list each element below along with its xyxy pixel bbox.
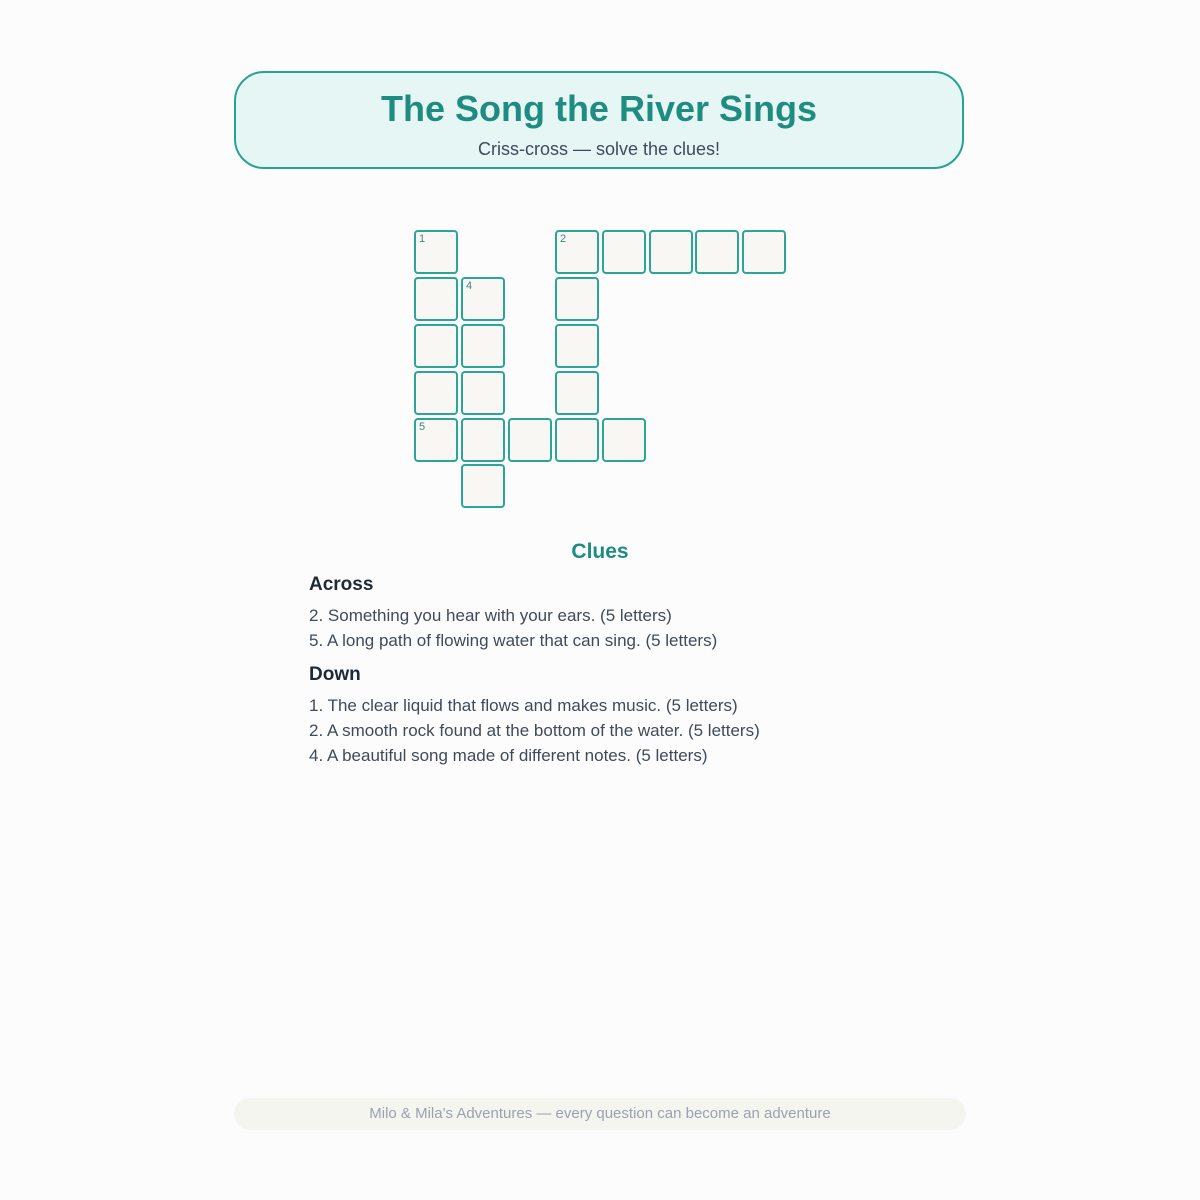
footer: Milo & Mila's Adventures — every question can become an adventure — [234, 1098, 966, 1130]
crossword-cell[interactable] — [414, 230, 458, 274]
clue-item: 2. A smooth rock found at the bottom of the water. (5 letters) — [309, 721, 760, 740]
crossword-cell[interactable] — [555, 277, 599, 321]
down-heading: Down — [309, 664, 361, 685]
crossword-cell[interactable] — [555, 324, 599, 368]
crossword-cell[interactable] — [649, 230, 693, 274]
crossword-cell[interactable] — [461, 371, 505, 415]
page-subtitle: Criss-cross — solve the clues! — [477, 139, 721, 159]
crossword-cell[interactable] — [461, 324, 505, 368]
clue-item: 5. A long path of flowing water that can sing. (5 letters) — [309, 631, 718, 650]
across-clues — [309, 573, 949, 653]
across-heading: Across — [309, 574, 374, 595]
across-clue-list — [309, 603, 949, 653]
title-banner — [234, 71, 964, 169]
crossword-cell[interactable] — [414, 277, 458, 321]
crossword-cell[interactable] — [555, 418, 599, 462]
down-clue-list — [309, 693, 949, 768]
crossword-cell[interactable] — [414, 324, 458, 368]
clue-number: 1 — [419, 233, 426, 245]
crossword-cell[interactable] — [555, 371, 599, 415]
crossword-cell[interactable] — [414, 371, 458, 415]
crossword-cell[interactable] — [555, 230, 599, 274]
page-title: The Song the River Sings — [380, 88, 818, 129]
crossword-cell[interactable] — [602, 418, 646, 462]
crossword-cell[interactable] — [414, 418, 458, 462]
down-clues — [309, 663, 949, 768]
clue-number: 2 — [560, 233, 567, 245]
clues-heading: Clues — [571, 540, 629, 563]
crossword-cell[interactable] — [742, 230, 786, 274]
crossword-cell[interactable] — [461, 464, 505, 508]
crossword-cell[interactable] — [695, 230, 739, 274]
clue-number: 5 — [419, 421, 426, 433]
crossword-cell[interactable] — [602, 230, 646, 274]
clue-number: 4 — [466, 280, 473, 292]
clue-item: 1. The clear liquid that flows and makes music. (5 letters) — [309, 696, 738, 715]
clue-item: 4. A beautiful song made of different notes. (5 letters) — [309, 746, 708, 765]
clue-item: 2. Something you hear with your ears. (5 letters) — [309, 606, 672, 625]
crossword-cell[interactable] — [461, 418, 505, 462]
crossword-cell[interactable] — [508, 418, 552, 462]
crossword-cell[interactable] — [461, 277, 505, 321]
